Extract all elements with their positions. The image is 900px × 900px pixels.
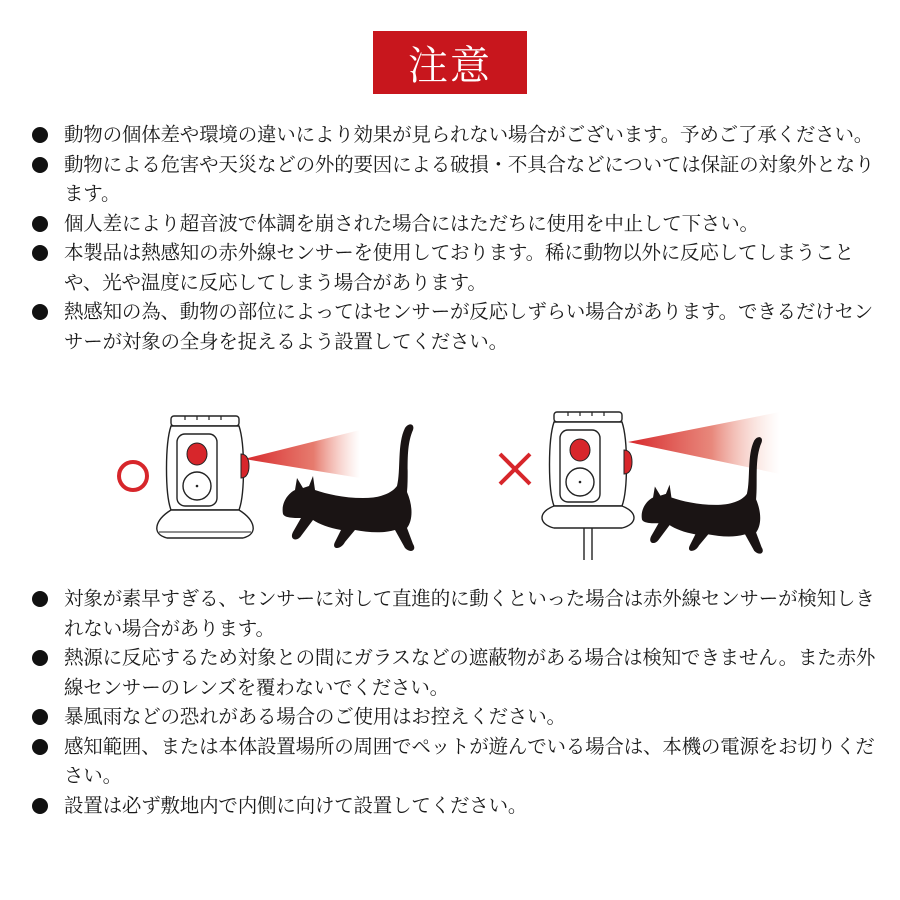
note-text: 感知範囲、または本体設置場所の周囲でペットが遊んでいる場合は、本機の電源をお切りください。 — [64, 734, 875, 787]
cross-ng-icon — [500, 454, 530, 484]
bullet-icon — [32, 127, 48, 143]
list-item — [32, 643, 882, 702]
list-item — [32, 238, 882, 297]
list-item — [32, 209, 882, 239]
list-item — [32, 150, 882, 209]
note-text: 熱源に反応するため対象との間にガラスなどの遮蔽物がある場合は検知できません。また赤外線センサーのレンズを覆わないでください。 — [64, 646, 876, 699]
page-title: 注意 — [408, 43, 492, 89]
note-text: 個人差により超音波で体調を崩された場合にはただちに使用を中止して下さい。 — [64, 211, 759, 235]
list-item — [32, 584, 882, 643]
bullet-icon — [32, 157, 48, 173]
list-item — [32, 702, 882, 732]
note-text: 動物の個体差や環境の違いにより効果が見られない場合がございます。予めご了承ください。 — [64, 123, 874, 146]
bullet-icon — [32, 304, 48, 320]
caution-title-banner — [373, 31, 527, 94]
bullet-icon — [32, 739, 48, 755]
note-text: 対象が素早すぎる、センサーに対して直進的に動くといった場合は赤外線センサーが検知しきれない場合があります。 — [64, 587, 875, 640]
caution-list-bottom — [32, 584, 882, 820]
note-text: 本製品は熱感知の赤外線センサーを使用しております。稀に動物以外に反応してしまうことや、光や温度に反応してしまう場合があります。 — [64, 241, 854, 294]
bullet-icon — [32, 709, 48, 725]
bullet-icon — [32, 650, 48, 666]
bullet-icon — [32, 245, 48, 261]
list-item — [32, 732, 882, 791]
circle-ok-icon — [119, 462, 147, 490]
sensor-placement-illustration — [0, 400, 900, 560]
note-text: 動物による危害や天災などの外的要因による破損・不具合などについては保証の対象外となります。 — [64, 152, 875, 205]
list-item — [32, 297, 882, 356]
bullet-icon — [32, 798, 48, 814]
bullet-icon — [32, 591, 48, 607]
list-item — [32, 791, 882, 821]
note-text: 暴風雨などの恐れがある場合のご使用はお控えください。 — [64, 705, 566, 728]
note-text: 設置は必ず敷地内で内側に向けて設置してください。 — [64, 793, 528, 817]
note-text: 熱感知の為、動物の部位によってはセンサーが反応しずらい場合があります。できるだけセンサーが対象の全身を捉えるよう設置してください。 — [64, 300, 874, 353]
bullet-icon — [32, 216, 48, 232]
list-item — [32, 120, 882, 150]
caution-list-top — [32, 120, 882, 356]
